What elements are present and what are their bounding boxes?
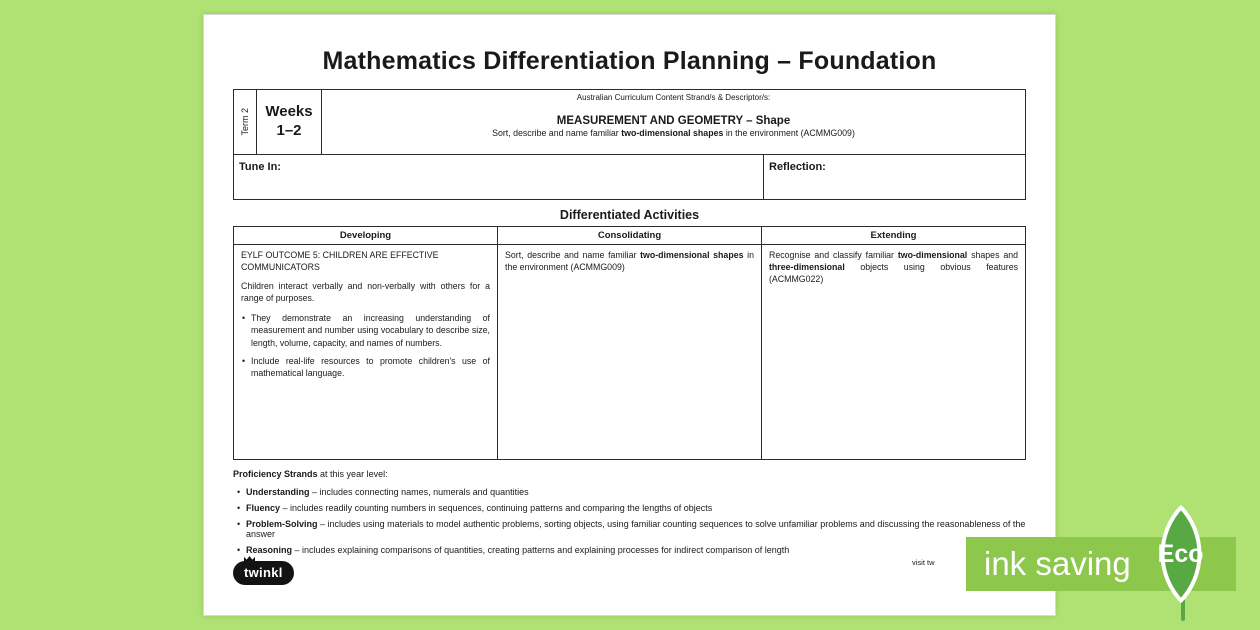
consolidating-post: in the environment (ACMMG009)	[505, 249, 754, 272]
eco-label: Eco	[1158, 539, 1204, 568]
column-header-developing: Developing	[234, 227, 498, 244]
proficiency-lead: Proficiency Strands at this year level:	[233, 468, 388, 479]
proficiency-strands-section	[233, 469, 1026, 555]
consolidating-pre: Sort, describe and name familiar	[505, 249, 637, 260]
tune-in-label: Tune In:	[239, 160, 281, 173]
activities-header-row	[234, 227, 1025, 245]
developing-bullet-1: • They demonstrate an increasing understanding of measurement and number using vocabulary to describe size, length, volume, capacity, and names of numbers.	[241, 312, 490, 348]
column-header-consolidating: Consolidating	[498, 227, 762, 244]
strand-title: MEASUREMENT AND GEOMETRY – Shape	[556, 114, 791, 127]
page-title: Mathematics Differentiation Planning – Foundation	[322, 47, 937, 75]
developing-bullet-2: • Include real-life resources to promote children's use of mathematical language.	[241, 355, 490, 379]
extending-cell	[762, 245, 1025, 459]
ink-saving-badge	[966, 537, 1236, 591]
ink-saving-label: ink saving	[984, 545, 1131, 582]
developing-cell	[234, 245, 498, 459]
descriptor-bold: two-dimensional shapes	[621, 127, 724, 138]
extending-bold-2: three-dimensional	[769, 261, 845, 272]
differentiated-activities-title: Differentiated Activities	[559, 207, 700, 222]
activities-body-row	[234, 245, 1025, 459]
descriptor-post: in the environment (ACMMG009)	[725, 127, 855, 138]
weeks-label: Weeks 1–2	[265, 103, 313, 139]
extending-pre: Recognise and classify familiar	[769, 249, 894, 260]
weeks-cell	[257, 90, 322, 154]
curriculum-heading: Australian Curriculum Content Strand/s & Descriptor/s:	[576, 92, 771, 102]
activities-table	[233, 226, 1026, 460]
tune-in-reflection-row	[233, 155, 1026, 200]
developing-intro: Children interact verbally and non-verbally with others for a range of purposes.	[241, 281, 490, 304]
reflection-cell	[764, 155, 1025, 199]
tune-in-cell	[234, 155, 764, 199]
term-label: Term 2	[240, 107, 250, 136]
proficiency-item-understanding: • Understanding – includes connecting names, numerals and quantities	[233, 487, 1026, 497]
proficiency-item-problem-solving: • Problem-Solving – includes using materials to model authentic problems, sorting objects, using familiar counting sequences to solve unfamiliar problems and discussing the reasonableness of the answer	[233, 519, 1026, 539]
document-content	[204, 89, 1055, 555]
visit-text: visit tw	[912, 558, 935, 567]
twinkl-logo-text: twinkl	[244, 565, 283, 580]
curriculum-header-row	[233, 89, 1026, 155]
consolidating-cell	[498, 245, 762, 459]
proficiency-item-fluency: • Fluency – includes readily counting numbers in sequences, continuing patterns and comparing the lengths of objects	[233, 503, 1026, 513]
consolidating-bold: two-dimensional shapes	[640, 249, 744, 260]
document-page	[203, 14, 1056, 616]
twinkl-logo	[233, 561, 294, 585]
reflection-label: Reflection:	[769, 160, 826, 173]
descriptor-pre: Sort, describe and name familiar	[492, 127, 619, 138]
term-cell	[234, 90, 257, 154]
curriculum-cell	[322, 90, 1025, 154]
twinkl-crown-icon	[244, 556, 255, 562]
extending-mid: shapes and	[971, 249, 1019, 260]
proficiency-item-reasoning: • Reasoning – includes explaining comparisons of quantities, creating patterns and explaining processes for indirect comparison of length	[233, 545, 1026, 555]
column-header-extending: Extending	[870, 229, 917, 241]
extending-post: objects using obvious features (ACMMG022)	[769, 261, 1019, 284]
extending-bold-1: two-dimensional	[897, 249, 968, 260]
eylf-outcome-heading: EYLF OUTCOME 5: CHILDREN ARE EFFECTIVE COMMUNICATORS	[241, 249, 439, 272]
content-descriptor	[322, 128, 1025, 138]
